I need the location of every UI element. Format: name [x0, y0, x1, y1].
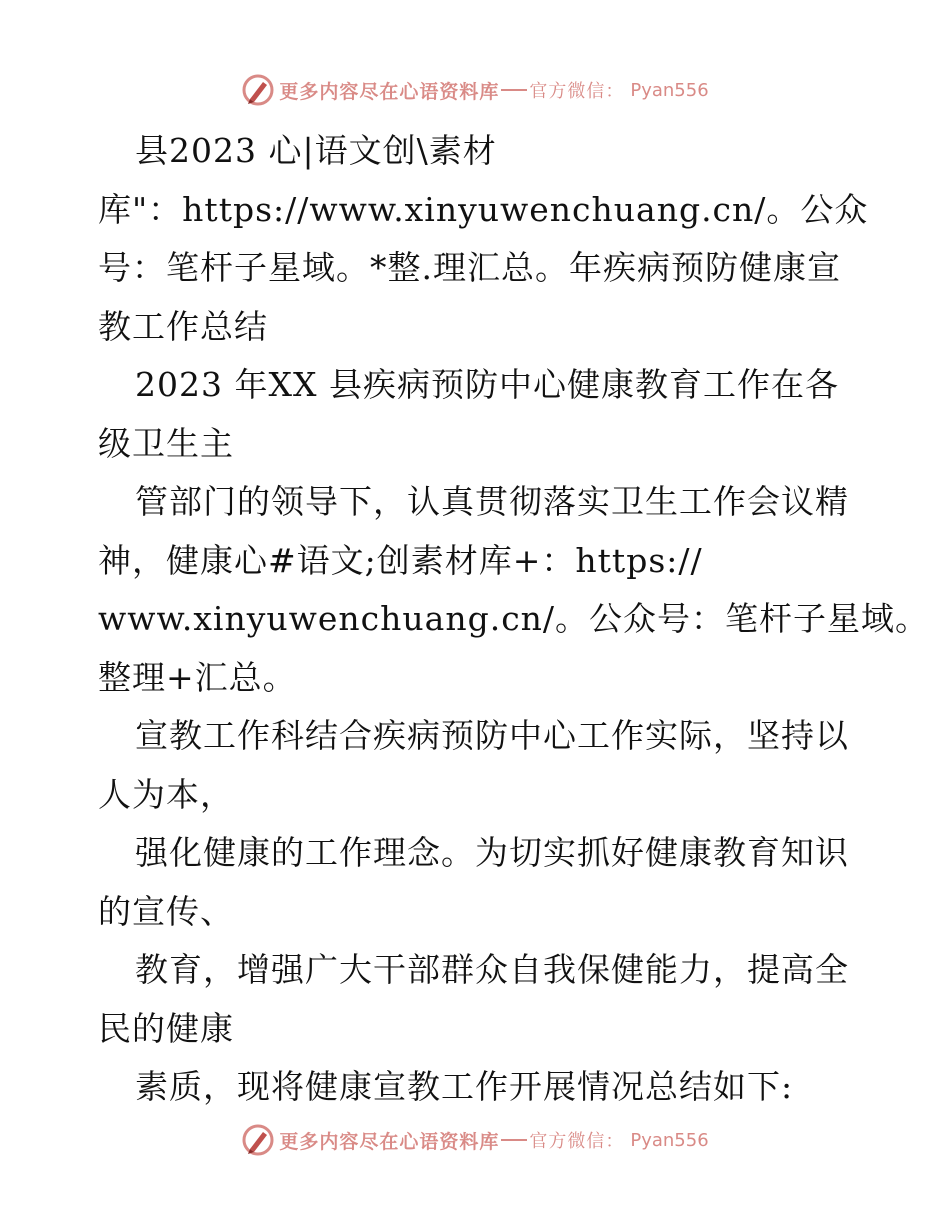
banner-dash — [501, 89, 527, 91]
banner-wechat-id: Pyan556 — [630, 79, 709, 101]
doc-line-3: 号：笔杆子星域。*整.理汇总。年疾病预防健康宣 — [98, 248, 841, 287]
doc-line-16: 民的健康 — [98, 1008, 234, 1048]
banner-dash — [501, 1139, 527, 1141]
doc-line-13: 强化健康的工作理念。为切实抓好健康教育知识 — [135, 833, 849, 872]
doc-line-14: 的宣传、 — [98, 891, 234, 931]
doc-line-10: 整理+汇总。 — [98, 657, 297, 697]
doc-line-17: 素质，现将健康宣教工作开展情况总结如下: — [135, 1067, 794, 1106]
doc-line-8: 神，健康心#语文;创素材库+：https:// — [98, 540, 703, 580]
header-watermark-banner — [0, 70, 950, 110]
banner-official-label: 官方微信： — [529, 81, 625, 102]
doc-line-2: 库"：https://www.xinyuwenchuang.cn/。公众 — [98, 189, 869, 229]
banner-wechat-id: Pyan556 — [630, 1129, 709, 1151]
doc-line-6: 级卫生主 — [98, 423, 234, 463]
banner-promo-text: 更多内容尽在心语资料库 — [279, 80, 500, 103]
doc-line-11: 宣教工作科结合疾病预防中心工作实际，坚持以 — [135, 716, 849, 755]
doc-line-4: 教工作总结 — [98, 306, 268, 346]
document-body — [98, 122, 930, 1117]
footer-watermark-banner — [0, 1120, 950, 1160]
banner-official-label: 官方微信： — [529, 1131, 625, 1152]
banner-promo-text: 更多内容尽在心语资料库 — [279, 1130, 500, 1153]
doc-line-7: 管部门的领导下，认真贯彻落实卫生工作会议精 — [135, 482, 849, 521]
doc-line-12: 人为本， — [98, 774, 234, 814]
doc-line-15: 教育，增强广大干部群众自我保健能力，提高全 — [135, 950, 849, 989]
doc-line-5: 2023 年XX 县疾病预防中心健康教育工作在各 — [135, 365, 839, 404]
pen-logo-icon — [241, 1123, 275, 1157]
pen-logo-icon — [241, 73, 275, 107]
doc-line-1: 县2023 心|语文创\素材 — [135, 131, 497, 170]
doc-line-9: www.xinyuwenchuang.cn/。公众号：笔杆子星域。 — [98, 599, 930, 638]
